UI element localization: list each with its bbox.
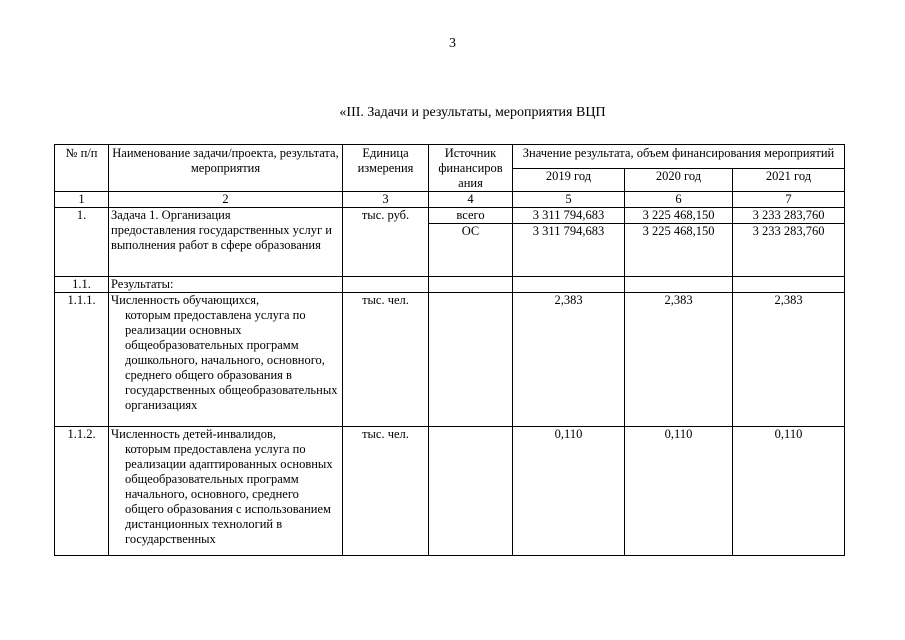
task1-source-total: всего (429, 208, 513, 224)
vcp-tasks-table (54, 144, 845, 556)
results-label: Результаты: (109, 277, 343, 293)
empty-cell (343, 277, 429, 293)
empty-cell (625, 277, 733, 293)
task1-unit: тыс. руб. (343, 208, 429, 277)
task1-name (109, 208, 343, 277)
results-row (55, 277, 845, 293)
empty-cell (733, 277, 845, 293)
task1-os-2019: 3 311 794,683 (513, 224, 625, 277)
section-title: «III. Задачи и результаты, мероприятия ВЦП (339, 105, 606, 120)
task1-source-os: ОС (429, 224, 513, 277)
header-value-group: Значение результата, объем финансирования мероприятий (513, 145, 845, 169)
col-number: 3 (343, 192, 429, 208)
r111-2021: 2,383 (733, 293, 845, 427)
r111-unit: тыс. чел. (343, 293, 429, 427)
empty-cell (429, 293, 513, 427)
header-year-2020: 2020 год (625, 169, 733, 192)
task1-name-first: Задача 1. Организация (111, 208, 231, 222)
task1-os-2021: 3 233 283,760 (733, 224, 845, 277)
r111-name-rest: которым предоставлена услуга по реализации основных общеобразовательных программ дошкольного, начального, основного, среднего общего образования в государственных общеобразовательных организациях (125, 308, 338, 412)
r112-num: 1.1.2. (55, 427, 109, 556)
task1-row-total (55, 208, 845, 224)
r112-2020: 0,110 (625, 427, 733, 556)
r111-name (109, 293, 343, 427)
task1-name-rest: предоставления государственных услуг и выполнения работ в сфере образования (111, 223, 332, 252)
col-number: 4 (429, 192, 513, 208)
empty-cell (429, 277, 513, 293)
header-unit: Единица измерения (343, 145, 429, 192)
col-number: 7 (733, 192, 845, 208)
empty-cell (513, 277, 625, 293)
r112-2021: 0,110 (733, 427, 845, 556)
col-number: 2 (109, 192, 343, 208)
task1-total-2021: 3 233 283,760 (733, 208, 845, 224)
task1-total-2020: 3 225 468,150 (625, 208, 733, 224)
col-number: 6 (625, 192, 733, 208)
task1-num: 1. (55, 208, 109, 277)
header-year-2021: 2021 год (733, 169, 845, 192)
task1-os-2020: 3 225 468,150 (625, 224, 733, 277)
r112-name (109, 427, 343, 556)
col-number: 5 (513, 192, 625, 208)
r112-2019: 0,110 (513, 427, 625, 556)
page-number: 3 (449, 36, 456, 51)
header-row (55, 145, 845, 169)
results-num: 1.1. (55, 277, 109, 293)
r111-row (55, 293, 845, 427)
r111-2019: 2,383 (513, 293, 625, 427)
column-numbers-row (55, 192, 845, 208)
task1-total-2019: 3 311 794,683 (513, 208, 625, 224)
header-num: № п/п (55, 145, 109, 192)
r111-2020: 2,383 (625, 293, 733, 427)
empty-cell (429, 427, 513, 556)
r112-name-rest: которым предоставлена услуга по реализации адаптированных основных общеобразовательных программ начального, основного, среднего общего образования с использованием дистанционных технологий в государственных (125, 442, 333, 546)
r112-unit: тыс. чел. (343, 427, 429, 556)
r112-name-first: Численность детей-инвалидов, (111, 427, 277, 441)
col-number: 1 (55, 192, 109, 208)
r112-row (55, 427, 845, 556)
header-name: Наименование задачи/проекта, результата, мероприятия (109, 145, 343, 192)
header-source: Источник финансиров ания (429, 145, 513, 192)
r111-name-first: Численность обучающихся, (111, 293, 260, 307)
header-year-2019: 2019 год (513, 169, 625, 192)
r111-num: 1.1.1. (55, 293, 109, 427)
